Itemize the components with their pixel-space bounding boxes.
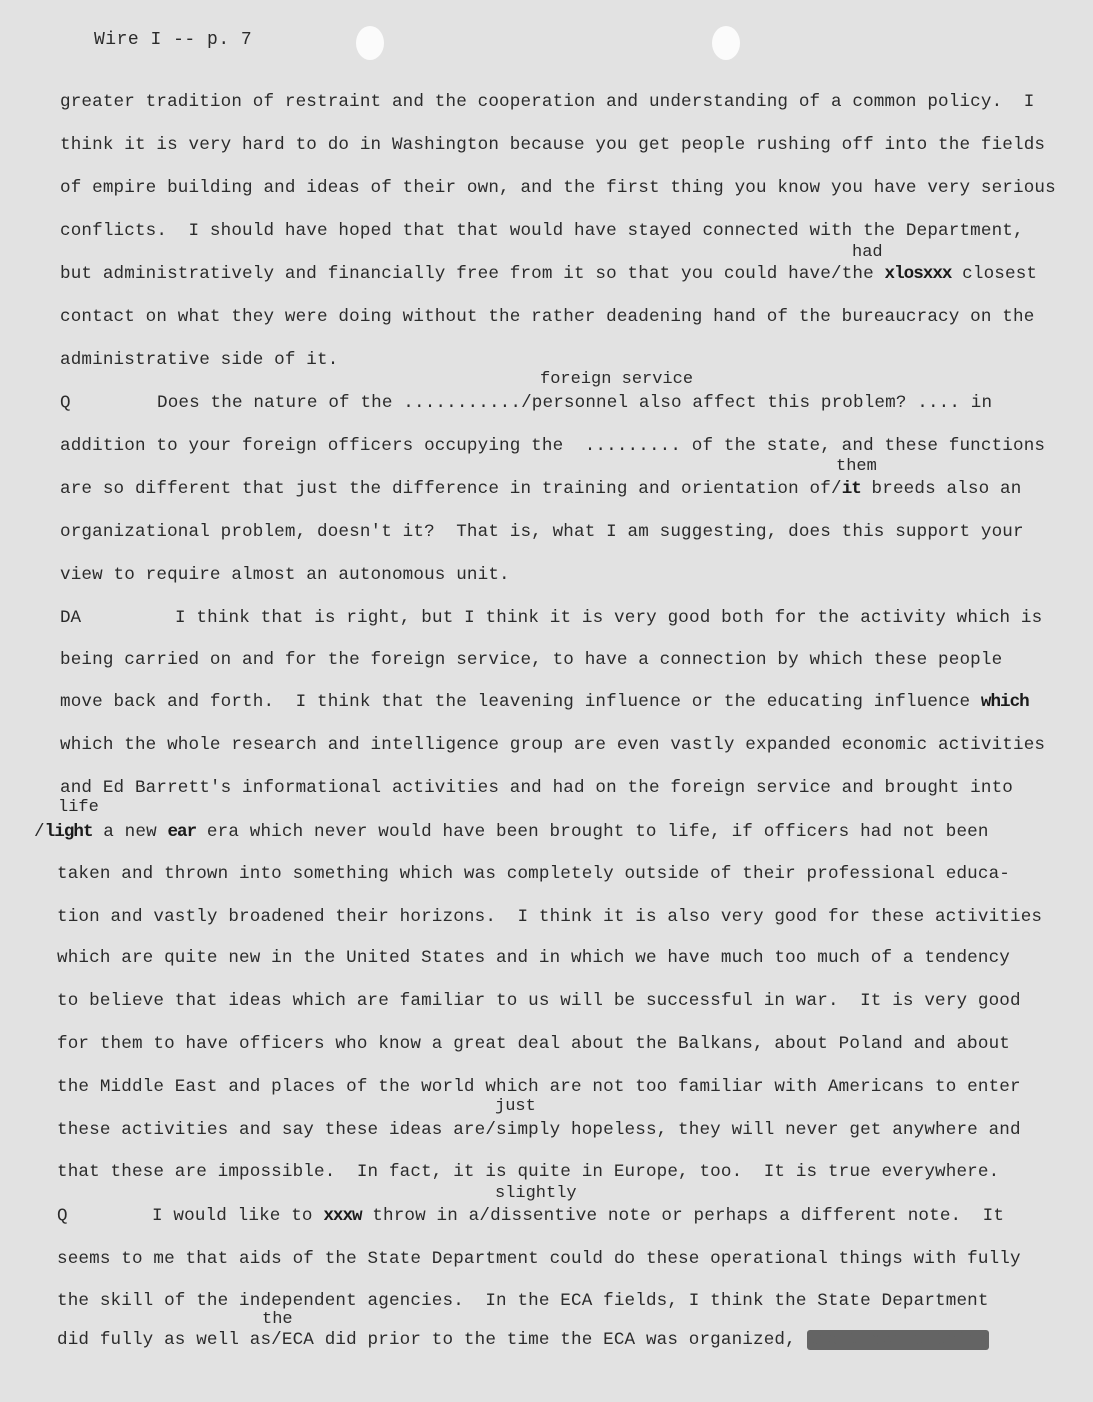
interlinear-insertion: foreign service bbox=[540, 370, 694, 389]
text-line: that these are impossible. In fact, it is quite in Europe, too. It is true everywhere. bbox=[57, 1162, 1000, 1182]
interlinear-insertion: slightly bbox=[495, 1184, 577, 1203]
text-segment: the bbox=[841, 264, 874, 284]
interlinear-insertion: had bbox=[852, 243, 883, 262]
struck-word: light bbox=[44, 822, 93, 842]
interlinear-insertion: just bbox=[495, 1097, 536, 1116]
text-segment: throw in a/dissentive note or perhaps a different note. It bbox=[372, 1206, 1005, 1226]
text-line bbox=[152, 1206, 1004, 1226]
struck-word: it bbox=[841, 479, 861, 499]
text-line: the skill of the independent agencies. In the ECA fields, I think the State Department bbox=[57, 1291, 989, 1311]
speaker-label: Q bbox=[57, 1206, 68, 1226]
interlinear-insertion: the bbox=[262, 1310, 293, 1329]
text-line: tion and vastly broadened their horizons. I think it is also very good for these activities bbox=[57, 907, 1043, 927]
interlinear-insertion: life bbox=[58, 798, 99, 817]
page-header: Wire I -- p. 7 bbox=[94, 30, 253, 50]
text-segment: did fully as well as/ECA did prior to the time the ECA was organized, bbox=[57, 1330, 796, 1350]
text-line: conflicts. I should have hoped that that would have stayed connected with the Department, bbox=[60, 221, 1024, 241]
text-segment: are so different that just the difference in training and orientation of/ bbox=[60, 479, 842, 499]
text-line: being carried on and for the foreign service, to have a connection by which these people bbox=[60, 650, 1003, 670]
text-line: greater tradition of restraint and the cooperation and understanding of a common policy. I bbox=[60, 92, 1035, 112]
struck-phrase: and I don't think bbox=[806, 1330, 989, 1350]
text-line: but administratively and financially free from it so that you could have/the xlosxxx closest bbox=[60, 264, 1038, 284]
text-segment: I would like to bbox=[152, 1206, 313, 1226]
text-line: addition to your foreign officers occupying the ......... of the state, and these functions bbox=[60, 436, 1046, 456]
struck-word: ear bbox=[167, 822, 197, 842]
text-segment: closest bbox=[962, 264, 1038, 284]
text-segment: / bbox=[34, 822, 45, 842]
text-line: taken and thrown into something which was completely outside of their professional educa- bbox=[57, 864, 1011, 884]
text-line: contact on what they were doing without the rather deadening hand of the bureaucracy on the bbox=[60, 307, 1035, 327]
text-line: organizational problem, doesn't it? That is, what I am suggesting, does this support your bbox=[60, 522, 1024, 542]
text-line: and Ed Barrett's informational activities and had on the foreign service and brought into bbox=[60, 778, 1014, 798]
text-segment: breeds also an bbox=[871, 479, 1022, 499]
text-segment: but administratively and financially free from it so that you could have bbox=[60, 264, 831, 284]
text-line: of empire building and ideas of their own, and the first thing you know you have very serious bbox=[60, 178, 1056, 198]
text-line bbox=[60, 479, 1021, 499]
text-line: for them to have officers who know a great deal about the Balkans, about Poland and about bbox=[57, 1034, 1011, 1054]
text-line: these activities and say these ideas are/simply hopeless, they will never get anywhere and bbox=[57, 1120, 1021, 1140]
text-line: the Middle East and places of the world which are not too familiar with Americans to enter bbox=[57, 1077, 1021, 1097]
text-line bbox=[34, 822, 989, 842]
interlinear-insertion: them bbox=[836, 457, 877, 476]
struck-word: xxxw bbox=[323, 1206, 362, 1226]
text-line: administrative side of it. bbox=[60, 350, 339, 370]
text-line: which are quite new in the United States and in which we have much too much of a tendency bbox=[57, 948, 1011, 968]
struck-word: which bbox=[980, 692, 1029, 712]
text-segment: move back and forth. I think that the leavening influence or the educating influence bbox=[60, 692, 971, 712]
speaker-label: DA bbox=[60, 608, 82, 628]
text-line: think it is very hard to do in Washington because you get people rushing off into the fields bbox=[60, 135, 1046, 155]
text-line: view to require almost an autonomous unit. bbox=[60, 565, 510, 585]
text-line bbox=[57, 1330, 989, 1350]
struck-word: xlosxxx bbox=[884, 264, 952, 284]
text-line bbox=[60, 692, 1029, 712]
text-line: which the whole research and intelligence group are even vastly expanded economic activities bbox=[60, 735, 1046, 755]
text-line: to believe that ideas which are familiar to us will be successful in war. It is very good bbox=[57, 991, 1021, 1011]
text-line: I think that is right, but I think it is very good both for the activity which is bbox=[175, 608, 1043, 628]
text-segment: a new bbox=[103, 822, 157, 842]
text-segment: era which never would have been brought to life, if officers had not been bbox=[206, 822, 989, 842]
speaker-label: Q bbox=[60, 393, 71, 413]
text-line: Does the nature of the .........../personnel also affect this problem? .... in bbox=[157, 393, 993, 413]
text-line: seems to me that aids of the State Department could do these operational things with fully bbox=[57, 1249, 1021, 1269]
